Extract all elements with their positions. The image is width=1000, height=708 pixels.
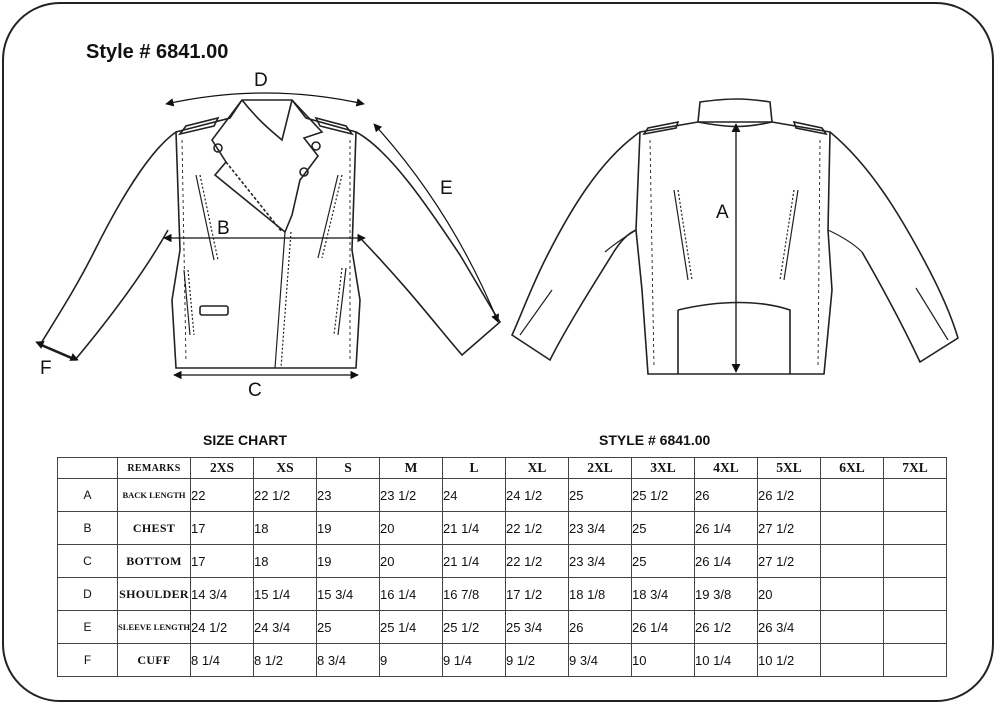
- table-cell: 17: [191, 512, 254, 545]
- table-cell: 24 1/2: [191, 611, 254, 644]
- table-cell: 25 1/2: [632, 479, 695, 512]
- size-header: 2XS: [191, 458, 254, 479]
- table-cell: 15 3/4: [317, 578, 380, 611]
- table-cell: 9 1/4: [443, 644, 506, 677]
- table-cell: 25 3/4: [506, 611, 569, 644]
- table-cell: 25: [632, 545, 695, 578]
- table-cell: 19: [317, 545, 380, 578]
- front-jacket-illustration: [40, 100, 500, 368]
- table-cell: 15 1/4: [254, 578, 317, 611]
- table-cell: 22 1/2: [506, 512, 569, 545]
- row-label: F: [58, 644, 118, 677]
- table-cell: 25: [632, 512, 695, 545]
- remarks-header: REMARKS: [118, 458, 191, 479]
- table-cell: 18 3/4: [632, 578, 695, 611]
- size-header: XS: [254, 458, 317, 479]
- table-cell: 22 1/2: [254, 479, 317, 512]
- table-cell: 18: [254, 545, 317, 578]
- table-cell: 16 7/8: [443, 578, 506, 611]
- size-header: XL: [506, 458, 569, 479]
- table-cell: 21 1/4: [443, 545, 506, 578]
- table-cell: [821, 644, 884, 677]
- table-cell: 8 3/4: [317, 644, 380, 677]
- table-row: [58, 644, 947, 677]
- table-row: [58, 512, 947, 545]
- header-corner-cell: [58, 458, 118, 479]
- row-remark: SHOULDER: [118, 578, 191, 611]
- table-cell: 10 1/2: [758, 644, 821, 677]
- table-cell: [884, 578, 947, 611]
- table-cell: 25 1/4: [380, 611, 443, 644]
- table-cell: 23 3/4: [569, 545, 632, 578]
- row-remark: SLEEVE LENGTH: [118, 611, 191, 644]
- size-header: L: [443, 458, 506, 479]
- table-cell: [821, 611, 884, 644]
- table-cell: 24 1/2: [506, 479, 569, 512]
- table-cell: 26 1/4: [695, 545, 758, 578]
- table-cell: 26 1/2: [695, 611, 758, 644]
- table-cell: 17: [191, 545, 254, 578]
- table-cell: [821, 512, 884, 545]
- row-remark: BACK LENGTH: [118, 479, 191, 512]
- table-cell: 26: [569, 611, 632, 644]
- row-label: B: [58, 512, 118, 545]
- dim-label-c: C: [248, 380, 262, 401]
- table-cell: 18: [254, 512, 317, 545]
- table-cell: 25: [317, 611, 380, 644]
- table-cell: [884, 611, 947, 644]
- dim-label-e: E: [440, 178, 453, 199]
- table-cell: 26 1/4: [695, 512, 758, 545]
- table-cell: 26 1/2: [758, 479, 821, 512]
- table-row: [58, 479, 947, 512]
- table-cell: 19: [317, 512, 380, 545]
- size-header: 4XL: [695, 458, 758, 479]
- table-cell: 10 1/4: [695, 644, 758, 677]
- size-chart-table: [57, 457, 947, 677]
- size-header: 6XL: [821, 458, 884, 479]
- row-label: D: [58, 578, 118, 611]
- table-cell: [884, 644, 947, 677]
- table-cell: [884, 545, 947, 578]
- row-label: A: [58, 479, 118, 512]
- table-cell: [821, 479, 884, 512]
- table-cell: 23 3/4: [569, 512, 632, 545]
- table-cell: 27 1/2: [758, 512, 821, 545]
- table-cell: 9 3/4: [569, 644, 632, 677]
- table-cell: 26: [695, 479, 758, 512]
- table-cell: 8 1/4: [191, 644, 254, 677]
- row-label: E: [58, 611, 118, 644]
- table-cell: 25: [569, 479, 632, 512]
- table-cell: 24 3/4: [254, 611, 317, 644]
- row-remark: BOTTOM: [118, 545, 191, 578]
- table-row: [58, 578, 947, 611]
- table-cell: [821, 545, 884, 578]
- size-header: 2XL: [569, 458, 632, 479]
- size-header: S: [317, 458, 380, 479]
- table-cell: 25 1/2: [443, 611, 506, 644]
- dim-label-a: A: [716, 202, 729, 223]
- back-jacket-illustration: [512, 99, 958, 374]
- table-cell: 20: [380, 545, 443, 578]
- table-cell: 22: [191, 479, 254, 512]
- table-cell: 9 1/2: [506, 644, 569, 677]
- table-cell: [884, 479, 947, 512]
- table-cell: 16 1/4: [380, 578, 443, 611]
- size-header: 7XL: [884, 458, 947, 479]
- row-remark: CUFF: [118, 644, 191, 677]
- table-cell: 9: [380, 644, 443, 677]
- row-remark: CHEST: [118, 512, 191, 545]
- table-cell: 8 1/2: [254, 644, 317, 677]
- table-cell: 18 1/8: [569, 578, 632, 611]
- table-cell: 23: [317, 479, 380, 512]
- table-cell: 22 1/2: [506, 545, 569, 578]
- size-chart-caption: SIZE CHART: [203, 432, 287, 448]
- row-label: C: [58, 545, 118, 578]
- dim-label-b: B: [217, 218, 230, 239]
- table-cell: [821, 578, 884, 611]
- table-cell: 10: [632, 644, 695, 677]
- style-caption: STYLE # 6841.00: [599, 432, 711, 448]
- size-header: 5XL: [758, 458, 821, 479]
- table-cell: 23 1/2: [380, 479, 443, 512]
- table-cell: 20: [380, 512, 443, 545]
- dim-label-f: F: [40, 358, 52, 379]
- table-row: [58, 545, 947, 578]
- table-cell: 21 1/4: [443, 512, 506, 545]
- table-cell: [884, 512, 947, 545]
- table-cell: 27 1/2: [758, 545, 821, 578]
- table-cell: 26 1/4: [632, 611, 695, 644]
- size-header: 3XL: [632, 458, 695, 479]
- table-row: [58, 611, 947, 644]
- dim-label-d: D: [254, 70, 268, 91]
- table-cell: 17 1/2: [506, 578, 569, 611]
- table-cell: 20: [758, 578, 821, 611]
- table-cell: 24: [443, 479, 506, 512]
- style-title: Style # 6841.00: [86, 41, 229, 63]
- table-cell: 26 3/4: [758, 611, 821, 644]
- table-cell: 14 3/4: [191, 578, 254, 611]
- table-header-row: [58, 458, 947, 479]
- size-header: M: [380, 458, 443, 479]
- table-cell: 19 3/8: [695, 578, 758, 611]
